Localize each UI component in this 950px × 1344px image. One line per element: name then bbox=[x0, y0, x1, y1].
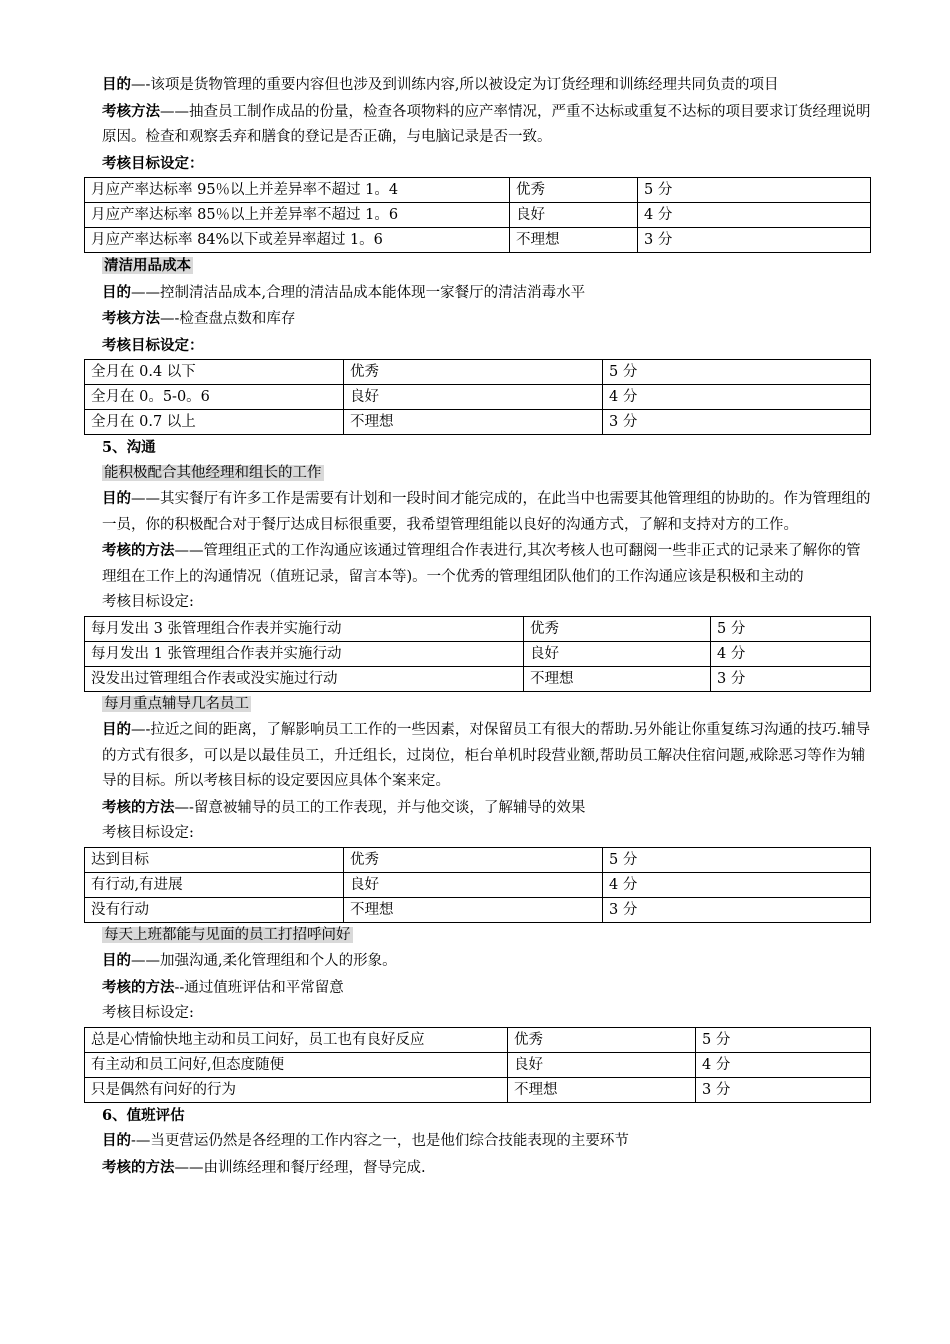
table-row bbox=[85, 1052, 871, 1077]
method-paragraph bbox=[84, 1155, 871, 1182]
method-paragraph bbox=[84, 795, 871, 822]
method-text: ——管理组正式的工作沟通应该通过管理组合作表进行,其次考核人也可翻阅一些非正式的记录来了解你的管理组在工作上的沟通情况（值班记录，留言本等)。一个优秀的管理组团队他们的工作沟通应该是积极和主动的 bbox=[102, 543, 861, 585]
method-label: 考核的方法 bbox=[102, 798, 175, 816]
score-cell: 3 分 bbox=[711, 666, 871, 691]
rating-cell: 不理想 bbox=[508, 1077, 696, 1102]
score-cell: 5 分 bbox=[603, 360, 871, 385]
table-row bbox=[85, 847, 871, 872]
subsection-title: 每天上班都能与见面的员工打招呼问好 bbox=[104, 926, 351, 943]
table-row bbox=[85, 1027, 871, 1052]
method-paragraph bbox=[84, 306, 871, 333]
purpose-text: ——其实餐厅有许多工作是需要有计划和一段时间才能完成的，在此当中也需要其他管理组的协助的。作为管理组的一员，你的积极配合对于餐厅达成目标很重要，我希望管理组能以良好的沟通方式，了解和支持对方的工作。 bbox=[102, 491, 871, 533]
purpose-paragraph bbox=[84, 717, 871, 795]
method-paragraph bbox=[84, 975, 871, 1002]
criteria-cell: 月应产率达标率 95％以上并差异率不超过 1。4 bbox=[85, 178, 510, 203]
score-cell: 4 分 bbox=[696, 1052, 871, 1077]
purpose-text: ——控制清洁品成本,合理的清洁品成本能体现一家餐厅的清洁消毒水平 bbox=[131, 284, 586, 301]
rating-cell: 良好 bbox=[508, 1052, 696, 1077]
table-row bbox=[85, 385, 871, 410]
rating-cell: 良好 bbox=[344, 872, 603, 897]
score-cell: 3 分 bbox=[603, 410, 871, 435]
method-text: ——抽查员工制作成品的份量，检查各项物料的应产率情况，严重不达标或重复不达标的项目要求订货经理说明原因。检查和观察丢弃和膳食的登记是否正确，与电脑记录是否一致。 bbox=[102, 103, 871, 145]
table-row bbox=[85, 641, 871, 666]
subsection-title: 清洁用品成本 bbox=[104, 257, 191, 274]
target-table bbox=[84, 359, 871, 435]
method-text: --通过值班评估和平常留意 bbox=[174, 979, 344, 996]
table-row bbox=[85, 666, 871, 691]
criteria-cell: 没发出过管理组合作表或没实施过行动 bbox=[85, 666, 524, 691]
score-cell: 4 分 bbox=[603, 385, 871, 410]
score-cell: 4 分 bbox=[603, 872, 871, 897]
subsection-title: 能积极配合其他经理和组长的工作 bbox=[104, 464, 322, 481]
rating-cell: 良好 bbox=[524, 641, 711, 666]
table-row bbox=[85, 178, 871, 203]
method-label: 考核的方法 bbox=[102, 978, 175, 996]
purpose-label: 目的 bbox=[102, 490, 131, 507]
purpose-label: 目的 bbox=[102, 952, 131, 969]
target-table bbox=[84, 616, 871, 692]
score-cell: 3 分 bbox=[638, 228, 871, 253]
criteria-cell: 达到目标 bbox=[85, 847, 344, 872]
score-cell: 4 分 bbox=[638, 203, 871, 228]
rating-cell: 优秀 bbox=[344, 847, 603, 872]
criteria-cell: 有主动和员工问好,但态度随便 bbox=[85, 1052, 508, 1077]
method-label: 考核方法 bbox=[102, 310, 160, 327]
target-label: 考核目标设定: bbox=[102, 825, 194, 841]
purpose-paragraph bbox=[84, 1128, 871, 1155]
table-row bbox=[85, 1077, 871, 1102]
table-row bbox=[85, 872, 871, 897]
purpose-label: 目的 bbox=[102, 1132, 131, 1149]
score-cell: 5 分 bbox=[696, 1027, 871, 1052]
criteria-cell: 只是偶然有问好的行为 bbox=[85, 1077, 508, 1102]
document-page bbox=[84, 72, 871, 1181]
target-table bbox=[84, 847, 871, 923]
rating-cell: 不理想 bbox=[510, 228, 638, 253]
purpose-text: -—当更营运仍然是各经理的工作内容之一，也是他们综合技能表现的主要环节 bbox=[131, 1133, 629, 1149]
purpose-label: 目的 bbox=[102, 721, 131, 738]
method-text: ——由训练经理和餐厅经理，督导完成. bbox=[174, 1159, 426, 1176]
rating-cell: 不理想 bbox=[344, 410, 603, 435]
method-label: 考核的方法 bbox=[102, 542, 175, 559]
table-row bbox=[85, 203, 871, 228]
score-cell: 3 分 bbox=[603, 897, 871, 922]
criteria-cell: 月应产率达标率 85％以上并差异率不超过 1。6 bbox=[85, 203, 510, 228]
purpose-paragraph bbox=[84, 72, 871, 99]
table-row bbox=[85, 897, 871, 922]
target-table bbox=[84, 1027, 871, 1103]
criteria-cell: 总是心情愉快地主动和员工问好，员工也有良好反应 bbox=[85, 1027, 508, 1052]
rating-cell: 不理想 bbox=[524, 666, 711, 691]
purpose-label: 目的 bbox=[102, 76, 131, 93]
section-heading: 6、值班评估 bbox=[102, 1106, 185, 1124]
criteria-cell: 全月在 0。5-0。6 bbox=[85, 385, 344, 410]
score-cell: 3 分 bbox=[696, 1077, 871, 1102]
table-row bbox=[85, 228, 871, 253]
score-cell: 5 分 bbox=[603, 847, 871, 872]
method-paragraph bbox=[84, 538, 871, 590]
rating-cell: 优秀 bbox=[508, 1027, 696, 1052]
table-row bbox=[85, 410, 871, 435]
target-label: 考核目标设定: bbox=[102, 1005, 194, 1021]
method-paragraph bbox=[84, 99, 871, 151]
purpose-paragraph bbox=[84, 280, 871, 307]
rating-cell: 良好 bbox=[344, 385, 603, 410]
target-label: 考核目标设定： bbox=[102, 154, 204, 172]
method-label: 考核的方法 bbox=[102, 1158, 175, 1176]
criteria-cell: 全月在 0.4 以下 bbox=[85, 360, 344, 385]
purpose-text: —-拉近之间的距离，了解影响员工工作的一些因素，对保留员工有很大的帮助.另外能让你重复练习沟通的技巧.辅导的方式有很多，可以是以最佳员工，升迁组长，过岗位，柜台单机时段营业额,帮助员工解决住宿问题,戒除恶习等作为辅导的目标。所以考核目标的设定要因应具体个案来定。 bbox=[102, 722, 871, 789]
table-row bbox=[85, 616, 871, 641]
rating-cell: 优秀 bbox=[524, 616, 711, 641]
subsection-title: 每月重点辅导几名员工 bbox=[104, 695, 249, 712]
method-text: —-留意被辅导的员工的工作表现，并与他交谈，了解辅导的效果 bbox=[174, 799, 586, 816]
purpose-paragraph bbox=[84, 948, 871, 975]
target-label: 考核目标设定: bbox=[102, 594, 194, 610]
rating-cell: 良好 bbox=[510, 203, 638, 228]
criteria-cell: 全月在 0.7 以上 bbox=[85, 410, 344, 435]
purpose-paragraph bbox=[84, 486, 871, 538]
rating-cell: 优秀 bbox=[344, 360, 603, 385]
purpose-text: —-该项是货物管理的重要内容但也涉及到训练内容,所以被设定为订货经理和训练经理共同负责的项目 bbox=[131, 77, 779, 93]
criteria-cell: 有行动,有进展 bbox=[85, 872, 344, 897]
method-text: —-检查盘点数和库存 bbox=[160, 311, 296, 327]
rating-cell: 不理想 bbox=[344, 897, 603, 922]
target-label: 考核目标设定： bbox=[102, 336, 204, 354]
section-heading: 5、沟通 bbox=[102, 439, 156, 456]
target-table bbox=[84, 177, 871, 253]
purpose-text: ——加强沟通,柔化管理组和个人的形象。 bbox=[131, 953, 397, 969]
method-label: 考核方法 bbox=[102, 102, 160, 120]
criteria-cell: 月应产率达标率 84%以下或差异率超过 1。6 bbox=[85, 228, 510, 253]
purpose-label: 目的 bbox=[102, 283, 131, 301]
table-row bbox=[85, 360, 871, 385]
score-cell: 5 分 bbox=[711, 616, 871, 641]
criteria-cell: 每月发出 3 张管理组合作表并实施行动 bbox=[85, 616, 524, 641]
score-cell: 5 分 bbox=[638, 178, 871, 203]
score-cell: 4 分 bbox=[711, 641, 871, 666]
criteria-cell: 没有行动 bbox=[85, 897, 344, 922]
criteria-cell: 每月发出 1 张管理组合作表并实施行动 bbox=[85, 641, 524, 666]
rating-cell: 优秀 bbox=[510, 178, 638, 203]
